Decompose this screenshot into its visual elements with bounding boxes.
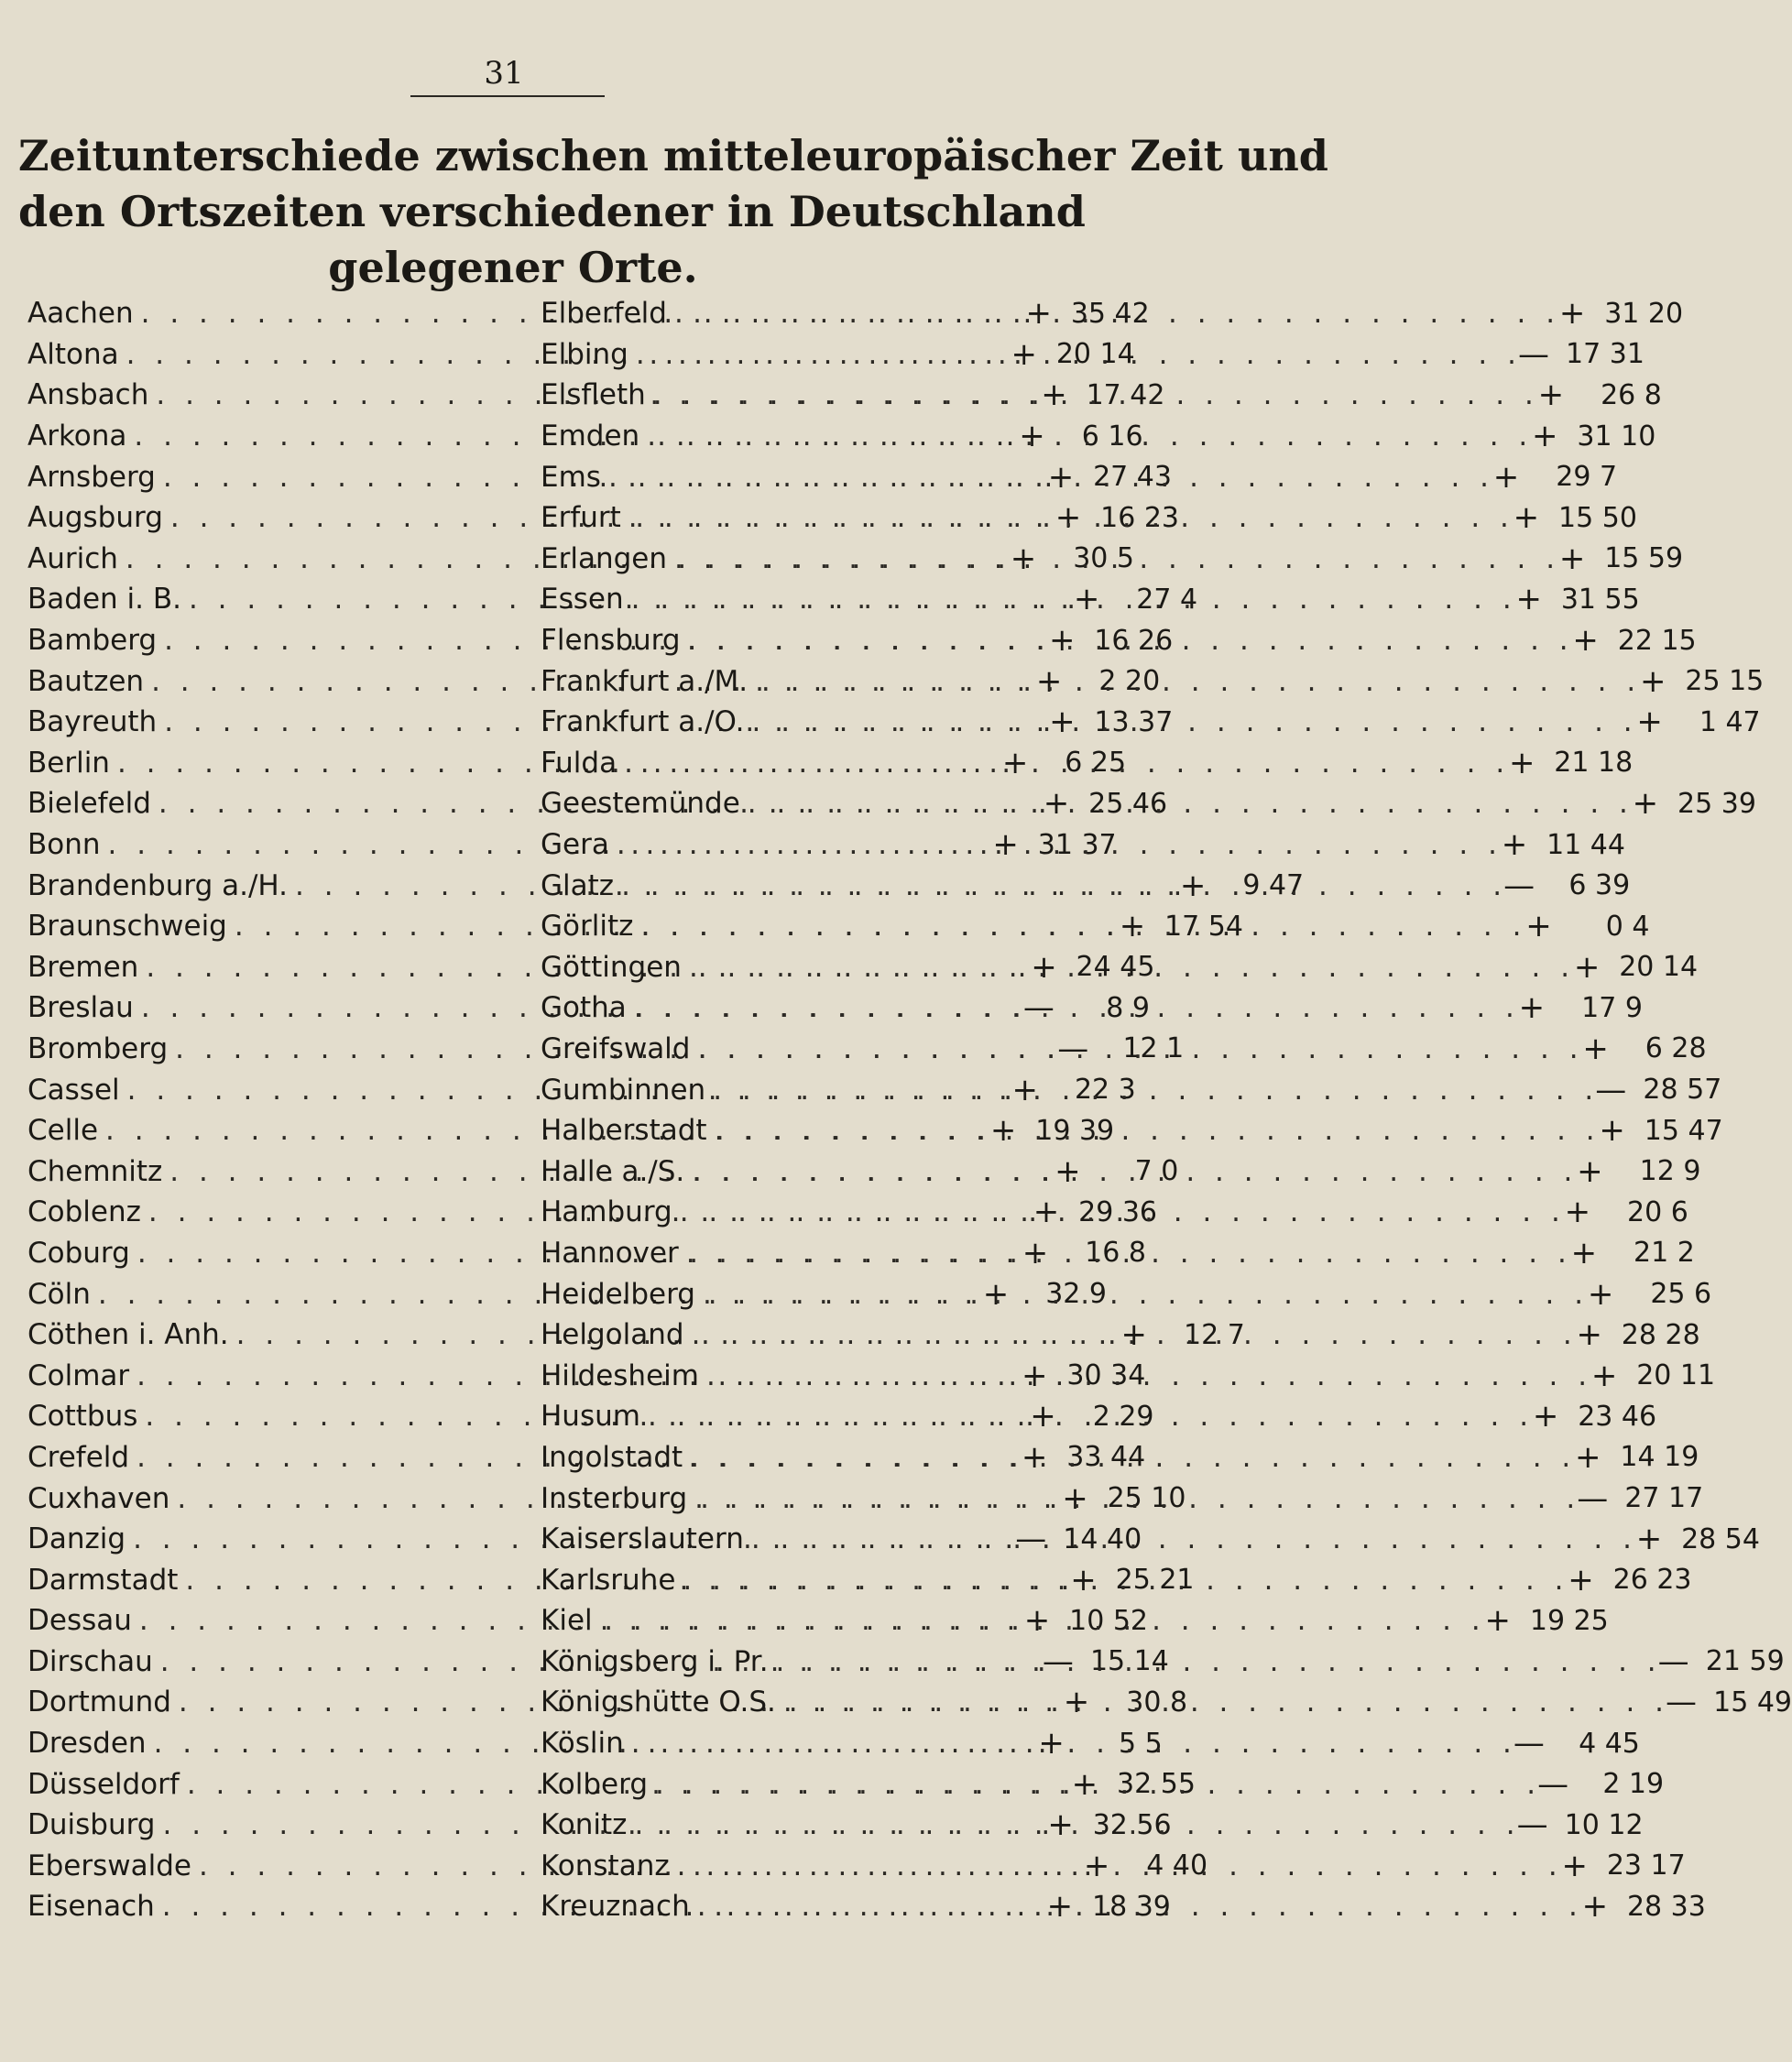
time-difference: 28 54 [1681,1522,1760,1555]
dot-leader [687,1479,1575,1517]
time-difference: 27 17 [1624,1482,1704,1515]
dot-leader [672,1194,1560,1231]
time-difference: 7 0 [1134,1155,1179,1188]
time-sign: + [1030,1398,1056,1435]
time-sign: + [1019,418,1045,455]
dot-leader [627,989,1514,1027]
time-difference: 26 23 [1612,1564,1692,1597]
dot-leader [740,785,1628,823]
time-difference: 31 20 [1604,297,1684,330]
place-name: Duisburg [27,1808,156,1842]
dot-leader [705,1071,1593,1108]
place-name: Flensburg [541,624,681,658]
place-name: Erlangen [541,541,667,575]
dot-leader [675,1561,1563,1598]
place-name: Husum [541,1400,640,1434]
time-sign: — [1516,1806,1548,1844]
place-name: Halberstadt [541,1114,707,1148]
time-sign: + [1054,499,1082,537]
dot-leader [684,1316,1572,1354]
time-difference: 18 39 [1091,1890,1171,1923]
time-sign: + [1564,1194,1591,1231]
time-difference: 28 57 [1643,1074,1722,1107]
time-difference: 20 14 [1055,338,1135,371]
place-name: Bromberg [27,1031,169,1065]
dot-leader [667,295,1555,333]
time-sign: + [989,1112,1017,1150]
time-sign: — [1577,1479,1609,1517]
time-sign: + [1021,1438,1048,1476]
time-sign: + [1581,1888,1609,1926]
time-difference: 2 29 [1092,1400,1154,1433]
dot-leader [593,1602,1481,1640]
dot-leader [690,1888,1578,1926]
time-difference: 17 31 [1566,338,1644,371]
place-name: Hamburg [541,1195,672,1229]
place-name: Aachen [27,297,134,331]
time-sign: + [1518,989,1546,1027]
time-sign: + [1590,1357,1618,1394]
time-sign: + [1120,1316,1148,1354]
time-difference: 16 23 [1100,501,1179,534]
dot-leader [601,458,1489,496]
time-difference: 30 5 [1073,542,1135,575]
dot-leader [667,542,1555,575]
time-sign: + [1038,1725,1065,1762]
place-name: Glatz [541,868,615,902]
dot-leader [769,1642,1656,1680]
place-name: Cuxhaven [27,1481,170,1515]
time-difference: 5 5 [1118,1727,1163,1760]
time-difference: 30 8 [1126,1686,1188,1718]
dot-leader [679,1234,1567,1271]
time-sign: + [1022,1357,1048,1394]
place-name: Königshütte O.S. [541,1686,776,1719]
page-number-rule [410,95,605,97]
dot-leader [683,1438,1570,1476]
time-sign: + [1031,948,1057,986]
time-difference: 21 59 [1705,1645,1785,1678]
dot-leader [776,1684,1664,1721]
place-name: Gera [541,828,609,862]
time-sign: + [1577,1152,1603,1190]
dot-leader [646,376,1534,414]
time-difference: 19 39 [1035,1114,1115,1147]
time-difference: 0 4 [1605,910,1650,943]
place-name: Eberswalde [27,1849,191,1882]
time-difference: 25 6 [1650,1278,1712,1311]
time-difference: 13 37 [1094,705,1174,738]
dot-leader [624,583,1512,616]
dot-leader [621,499,1509,537]
time-sign: + [1043,785,1070,823]
time-sign: — [1537,1765,1569,1803]
time-sign: + [1558,540,1586,577]
time-difference: 17 54 [1164,910,1243,943]
place-name: Halle a./S. [541,1154,685,1188]
time-difference: 31 37 [1037,828,1117,861]
dot-leader [640,1400,1528,1433]
time-difference: 25 15 [1685,665,1765,698]
time-difference: 29 36 [1078,1195,1158,1228]
place-name: Dessau [27,1604,132,1638]
time-difference: 25 46 [1088,787,1168,820]
place-name: Cassel [27,1073,120,1107]
time-sign: + [1635,1521,1663,1558]
time-sign: + [1568,1561,1594,1598]
dot-leader [748,662,1635,700]
title-line-2: den Ortszeiten verschiedener in Deutschland [18,187,1086,236]
time-difference: 15 47 [1644,1114,1723,1147]
time-sign: + [1532,418,1558,455]
time-difference: 15 49 [1713,1686,1792,1718]
place-name: Cöln [27,1277,91,1311]
time-sign: + [992,826,1019,864]
time-difference: 17 42 [1086,378,1165,411]
place-name: Heidelberg [541,1277,695,1311]
dot-leader [695,1275,1583,1313]
time-sign: — [1666,1684,1698,1721]
time-sign: — [1042,1642,1074,1680]
time-sign: + [1484,1602,1511,1640]
time-sign: + [1049,704,1076,741]
time-sign: + [1508,744,1535,781]
place-name: Celle [27,1114,99,1148]
time-sign: + [1636,704,1663,741]
time-sign: + [1023,1602,1051,1640]
place-name: Kolberg [541,1767,648,1801]
place-name: Frankfurt a./O. [541,705,745,739]
time-sign: + [1492,458,1520,496]
place-name: Elbing [541,337,628,371]
page-title [18,128,1328,296]
time-sign: + [1513,499,1540,537]
time-difference: 12 9 [1639,1155,1701,1188]
time-sign: + [1011,335,1037,373]
time-difference: 12 1 [1122,1032,1185,1065]
time-difference: 8 9 [1106,991,1150,1024]
time-sign: + [1640,662,1666,700]
time-sign: — [1057,1030,1089,1067]
time-sign: + [1025,295,1052,333]
dot-leader [684,1152,1572,1190]
time-sign: + [1632,785,1659,823]
time-sign: — [1657,1642,1689,1680]
place-name: Baden i. B. [27,583,181,616]
time-difference: 2 20 [1098,665,1161,698]
place-name: Kreuznach [541,1890,690,1924]
time-sign: + [1070,1561,1097,1598]
time-sign: + [1525,908,1552,945]
place-name: Ingolstadt [541,1440,683,1474]
time-sign: + [1073,581,1100,618]
time-difference: 21 18 [1554,747,1634,780]
title-line-3: gelegener Orte. [328,243,698,292]
time-sign: + [1532,1398,1559,1435]
dot-leader [627,1806,1514,1844]
time-difference: 17 9 [1581,991,1643,1024]
time-difference: 6 16 [1081,420,1143,453]
time-sign: + [1063,1684,1090,1721]
time-sign: + [1047,458,1075,496]
place-name: Essen [541,583,624,616]
place-name: Cöthen i. Anh. [27,1318,229,1352]
time-sign: + [1582,1030,1609,1067]
time-difference: 28 33 [1626,1890,1706,1923]
time-sign: + [1587,1275,1614,1313]
time-difference: 20 14 [1619,951,1699,984]
time-difference: 25 21 [1115,1564,1195,1597]
dot-leader [633,910,1521,943]
dot-leader [609,826,1497,864]
place-name: Arkona [27,420,127,453]
place-name: Geestemünde [541,787,740,821]
time-sign: + [1561,1847,1588,1884]
dot-leader [707,1112,1595,1150]
time-sign: — [1513,1725,1545,1762]
time-sign: — [1517,335,1549,373]
place-name: Dortmund [27,1686,171,1719]
place-name: Arnsberg [27,460,156,494]
place-name: Hannover [541,1236,679,1270]
place-name: Gotha [541,991,627,1025]
place-name: Erfurt [541,501,621,535]
place-name: Köslin [541,1727,624,1761]
time-difference: 6 28 [1644,1032,1707,1065]
place-name: Bonn [27,828,101,862]
place-name: Bielefeld [27,787,151,821]
place-name: Frankfurt a./M. [541,664,748,698]
place-name: Coblenz [27,1195,141,1229]
time-difference: 25 10 [1107,1482,1186,1515]
place-name: Colmar [27,1358,130,1392]
time-sign: + [1062,1479,1088,1517]
time-sign: + [1041,376,1067,414]
page-number: 31 [484,55,524,92]
time-sign: + [1576,1316,1602,1354]
place-name: Crefeld [27,1440,130,1474]
place-name: Ems [541,460,601,494]
time-difference: 15 59 [1604,542,1684,575]
time-sign: — [1503,867,1535,904]
time-difference: 16 8 [1085,1237,1146,1270]
place-name: Aurich [27,541,118,575]
place-name: Augsburg [27,501,163,535]
time-sign: + [1048,622,1076,660]
time-sign: + [1047,1806,1074,1844]
time-sign: + [1501,826,1528,864]
time-sign: + [1001,744,1029,781]
place-name: Bayreuth [27,705,158,739]
time-difference: 22 3 [1074,1074,1136,1107]
time-difference: 27 4 [1136,583,1198,616]
time-sign: + [982,1275,1010,1313]
time-sign: — [1595,1071,1627,1108]
time-sign: + [1573,948,1601,986]
place-name: Konstanz [541,1849,670,1882]
place-name: Kaiserslautern [541,1522,744,1556]
time-difference: 20 11 [1636,1359,1716,1392]
place-name: Konitz [541,1808,628,1842]
time-difference: 2 19 [1602,1768,1665,1801]
time-difference: 12 7 [1183,1318,1245,1351]
place-name: Bremen [27,950,139,984]
place-name: Bamberg [27,624,158,658]
time-difference: 26 8 [1601,378,1662,411]
dot-leader [744,1521,1632,1558]
place-name: Dirschau [27,1644,153,1678]
time-sign: + [1570,1234,1598,1271]
time-sign: + [1572,622,1599,660]
time-difference: 10 12 [1564,1808,1644,1841]
time-sign: + [1054,1152,1081,1190]
time-sign: + [1022,1234,1049,1271]
dot-leader [745,704,1633,741]
time-sign: + [1010,540,1037,577]
time-sign: — [1015,1521,1047,1558]
time-sign: + [1515,581,1542,618]
place-name: Cottbus [27,1400,138,1434]
time-difference: 24 45 [1076,951,1155,984]
place-name: Chemnitz [27,1154,163,1188]
time-difference: 4 40 [1146,1849,1208,1882]
place-name: Emden [541,420,640,453]
time-difference: 6 39 [1568,869,1631,902]
time-difference: 32 55 [1117,1768,1196,1801]
time-difference: 11 44 [1546,828,1625,861]
time-difference: 32 9 [1045,1278,1107,1311]
place-name: Braunschweig [27,910,227,944]
time-difference: 15 14 [1089,1645,1169,1678]
time-difference: 20 6 [1627,1195,1688,1228]
time-difference: 29 7 [1556,461,1618,494]
time-sign: + [1558,295,1586,333]
place-name: Hildesheim [541,1358,699,1392]
time-difference: 22 15 [1617,624,1697,657]
time-difference: 23 17 [1606,1849,1686,1882]
place-name: Breslau [27,991,134,1025]
time-difference: 19 25 [1529,1604,1609,1637]
time-sign: + [1071,1765,1098,1803]
time-sign: + [1011,1071,1038,1108]
time-difference: 30 34 [1066,1359,1146,1392]
place-name: Gumbinnen [541,1073,706,1107]
place-name: Elberfeld [541,297,667,331]
place-name: Greifswald [541,1031,691,1065]
time-difference: 10 52 [1069,1604,1148,1637]
time-difference: 15 50 [1558,501,1637,534]
time-difference: 35 42 [1070,297,1150,330]
place-name: Berlin [27,746,110,780]
dot-leader [682,948,1569,986]
time-difference: 31 55 [1560,583,1640,616]
time-sign: + [1575,1438,1601,1476]
time-sign: + [1035,662,1063,700]
time-difference: 14 40 [1063,1522,1142,1555]
place-name: Königsberg i. Pr. [541,1644,769,1678]
dot-leader [617,744,1504,781]
time-difference: 32 56 [1092,1808,1172,1841]
place-name: Helgoland [541,1318,684,1352]
place-name: Karlsruhe [541,1563,676,1597]
time-sign: + [1599,1112,1625,1150]
dot-leader [681,622,1568,660]
time-difference: 31 10 [1577,420,1656,453]
time-sign: + [1179,867,1207,904]
time-difference: 25 39 [1677,787,1756,820]
time-sign: + [1046,1888,1074,1926]
time-sign: + [1083,1847,1110,1884]
dot-leader [690,1032,1578,1065]
time-difference: 1 47 [1699,705,1761,738]
place-name: Düsseldorf [27,1767,180,1801]
place-name: Brandenburg a./H. [27,868,289,902]
time-difference: 14 19 [1620,1441,1699,1474]
time-difference: 16 26 [1094,624,1174,657]
time-difference: 23 46 [1578,1400,1657,1433]
place-name: Görlitz [541,910,634,944]
place-name: Elsfleth [541,378,646,412]
dot-leader [648,1765,1535,1803]
place-name: Eisenach [27,1890,155,1924]
place-name: Insterburg [541,1481,688,1515]
place-name: Kiel [541,1604,593,1638]
place-name: Bautzen [27,664,145,698]
time-difference: 4 45 [1579,1727,1640,1760]
time-difference: 28 28 [1621,1318,1700,1351]
time-sign: + [1033,1194,1060,1231]
dot-leader [614,869,1502,902]
time-sign: + [1119,908,1146,945]
title-line-1: Zeitunterschiede zwischen mitteleuropäischer Zeit und [18,131,1328,180]
place-name: Danzig [27,1522,126,1556]
time-difference: 33 44 [1066,1441,1146,1474]
dot-leader [670,1849,1557,1882]
dot-leader [624,1727,1512,1760]
time-difference: 6 25 [1065,747,1127,780]
place-name: Göttingen [541,950,682,984]
time-difference: 21 2 [1634,1237,1695,1270]
place-name: Dresden [27,1727,147,1761]
time-sign: + [1537,376,1565,414]
place-name: Ansbach [27,378,149,412]
place-name: Darmstadt [27,1563,179,1597]
time-difference: 9 47 [1242,869,1305,902]
place-name: Coburg [27,1236,130,1270]
time-difference: 27 43 [1093,461,1172,494]
dot-leader [628,335,1516,373]
dot-leader [699,1359,1587,1392]
place-name: Fulda [541,746,617,780]
dot-leader [639,420,1527,453]
place-name: Altona [27,337,119,371]
time-sign: — [1022,989,1054,1027]
